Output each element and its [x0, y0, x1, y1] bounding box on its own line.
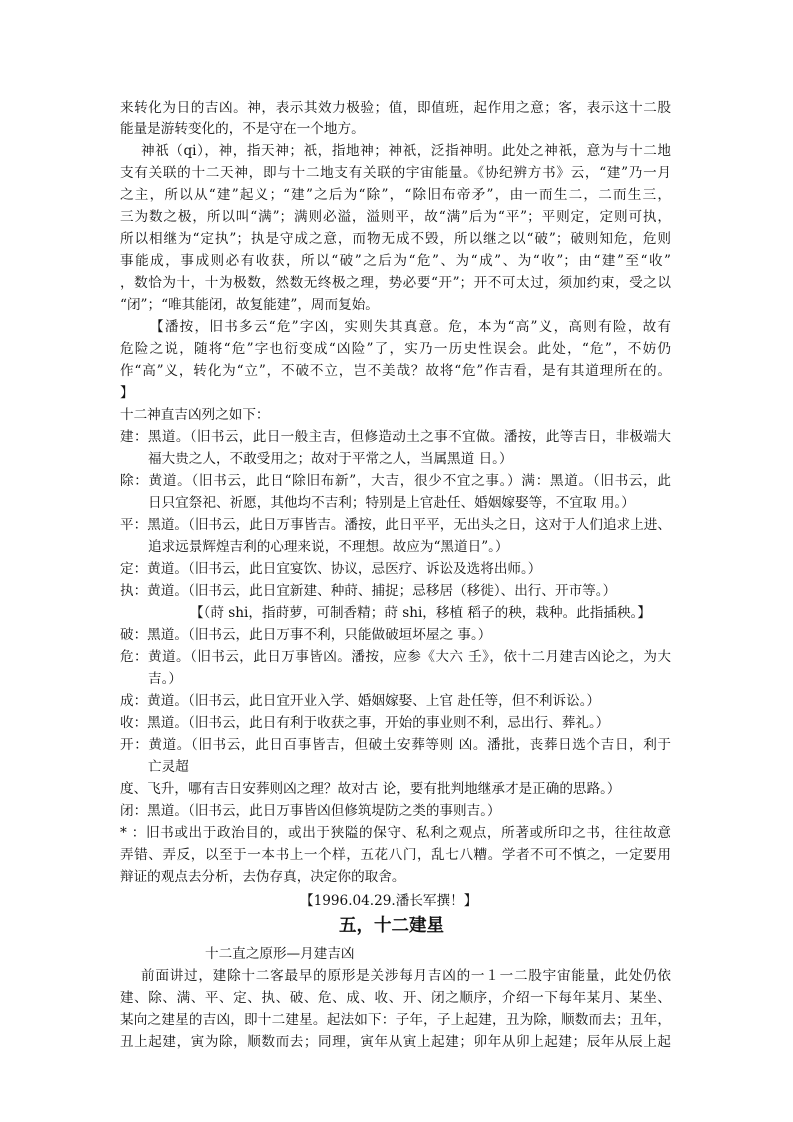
text-line: 日只宜祭祀、祈愿，其他均不吉利；特别是上官赴任、婚姻嫁娶等，不宜取 用。）	[148, 495, 635, 511]
text-line: 】	[120, 385, 134, 401]
text-line: 度、飞升，哪有吉日安葬则凶之理？故对古 论，要有批判地继承才是正确的思路。）	[120, 781, 621, 797]
text-line: 事能成，事成则必有收获，所以“破”之后为“危”、为“成”、为“收”；由“建”至“收”	[120, 253, 671, 269]
text-line: 建：黑道。（旧书云，此日一般主吉，但修造动土之事不宜做。潘按，此等吉日，非极端大	[120, 429, 671, 445]
section-heading: 五，十二建星	[339, 916, 444, 936]
text-line: 福大贵之人，不敢受用之；故对于平常之人，当属黑道 日。）	[148, 451, 513, 467]
text-line: 亡灵超	[148, 759, 189, 775]
text-line: ，数恰为十，十为极数，然数无终极之理，势必要“开”；开不可太过，须加约束，受之以	[120, 275, 671, 291]
text-line: 成：黄道。（旧书云，此日宜开业入学、婚姻嫁娶、上官 赴任等，但不利诉讼。）	[120, 693, 601, 709]
text-line: 闭：黑道。（旧书云，此日万事皆凶但修筑堤防之类的事则吉。）	[120, 803, 501, 819]
text-line: 执：黄道。（旧书云，此日宜新建、种莳、捕捉；忌移居（移徙）、出行、开市等。）	[120, 583, 617, 599]
text-line: 能量是游转变化的，不是守在一个地方。	[120, 121, 365, 137]
text-line: 辩证的观点去分析，去伪存真，决定你的取舍。	[120, 869, 406, 885]
text-line: 收：黑道。（旧书云，此日有利于收获之事，开始的事业则不利，忌出行、葬礼。）	[120, 715, 610, 731]
text-line: 定：黄道。（旧书云，此日宜宴饮、协议，忌医疗、诉讼及选将出师。）	[120, 561, 542, 577]
text-line: * ：旧书或出于政治目的，或出于狭隘的保守、私利之观点，所著或所印之书，往往故意	[120, 825, 671, 841]
text-line: 危：黄道。（旧书云，此日万事皆凶。潘按，应参《大六 壬》，依十二月建吉凶论之，为大	[120, 649, 671, 665]
text-line: 前面讲过，建除十二客最早的原形是关涉每月吉凶的一１一二股宇宙能量，此处仍依	[141, 968, 671, 984]
text-line: 所以相继为“定执”；执是守成之意，而物无成不毁，所以继之以“破”；破则知危，危则	[120, 231, 671, 247]
text-line: 十二直之原形—月建吉凶	[205, 946, 355, 962]
text-line: “闭”；“唯其能闭，故复能建”，周而复始。	[120, 297, 379, 313]
text-line: 支有关联的十二天神，即与十二地支有关联的宇宙能量。《协纪辨方书》云，“建”乃一月	[120, 165, 671, 181]
text-line: 神祇（qi），神，指天神；祇，指地神；神祇，泛指神明。此处之神祇，意为与十二地	[141, 143, 671, 159]
text-line: 三为数之极，所以叫“满”；满则必溢，溢则平，故“满”后为“平”；平则定，定则可执，	[120, 209, 671, 225]
text-line: 十二神直吉凶列之如下：	[120, 407, 270, 423]
text-line: 来转化为日的吉凶。神，表示其效力极验；值，即值班，起作用之意；客，表示这十二股	[120, 100, 671, 116]
text-line: 开：黄道。（旧书云，此日百事皆吉，但破土安葬等则 凶。潘批，丧葬日选个吉日，利于	[120, 737, 671, 753]
text-line: 平：黑道。（旧书云，此日万事皆吉。潘按，此日平平，无出头之日，这对于人们追求上进、	[120, 517, 671, 533]
text-line: 之主，所以从“建”起义；“建”之后为“除”，“除旧布帝矛”，由一而生二，二而生三，	[120, 187, 671, 203]
text-line: 除：黄道。（旧书云，此日“除旧布新”，大吉，很少不宜之事。）满：黑道。（旧书云，此	[120, 473, 671, 489]
text-line: 建、除、满、平、定、执、破、危、成、收、开、闭之顺序，介绍一下每年某月、某坐、	[120, 990, 671, 1006]
text-line: 作“高”义，转化为“立”，不破不立，岂不美哉？故将“危”作吉看，是有其道理所在的。	[120, 363, 671, 379]
text-line: 【1996.04.29.潘长军撰！】	[300, 893, 478, 909]
text-line: 危险之说，随将“危”字也衍变成“凶险”了，实乃一历史性误会。此处，“危”，不妨仍	[120, 341, 671, 357]
text-line: 追求远景辉煌吉利的心理来说，不理想。故应为“黑道日”。）	[148, 539, 509, 555]
text-line: 弄错、弄反，以至于一本书上一个样，五花八门，乱七八糟。学者不可不慎之，一定要用	[120, 847, 671, 863]
text-line: 破：黑道。（旧书云，此日万事不利，只能做破垣坏屋之 事。）	[120, 627, 492, 643]
text-line: 某向之建星的吉凶，即十二建星。起法如下：子年，子上起建，丑为除，顺数而去；丑年，	[120, 1012, 671, 1028]
text-line: 【（莳 shi，指莳萝，可制香精；莳 shi，移植 稻子的秧，栽种。此指插秧。】	[190, 605, 651, 621]
text-line: 【潘按，旧书多云“危”字凶，实则失其真意。危，本为“高”义，高则有险，故有	[150, 319, 671, 335]
text-line: 丑上起建，寅为除，顺数而去；同理，寅年从寅上起建；卯年从卯上起建；辰年从辰上起	[120, 1034, 671, 1050]
text-line: 吉。）	[148, 671, 182, 687]
